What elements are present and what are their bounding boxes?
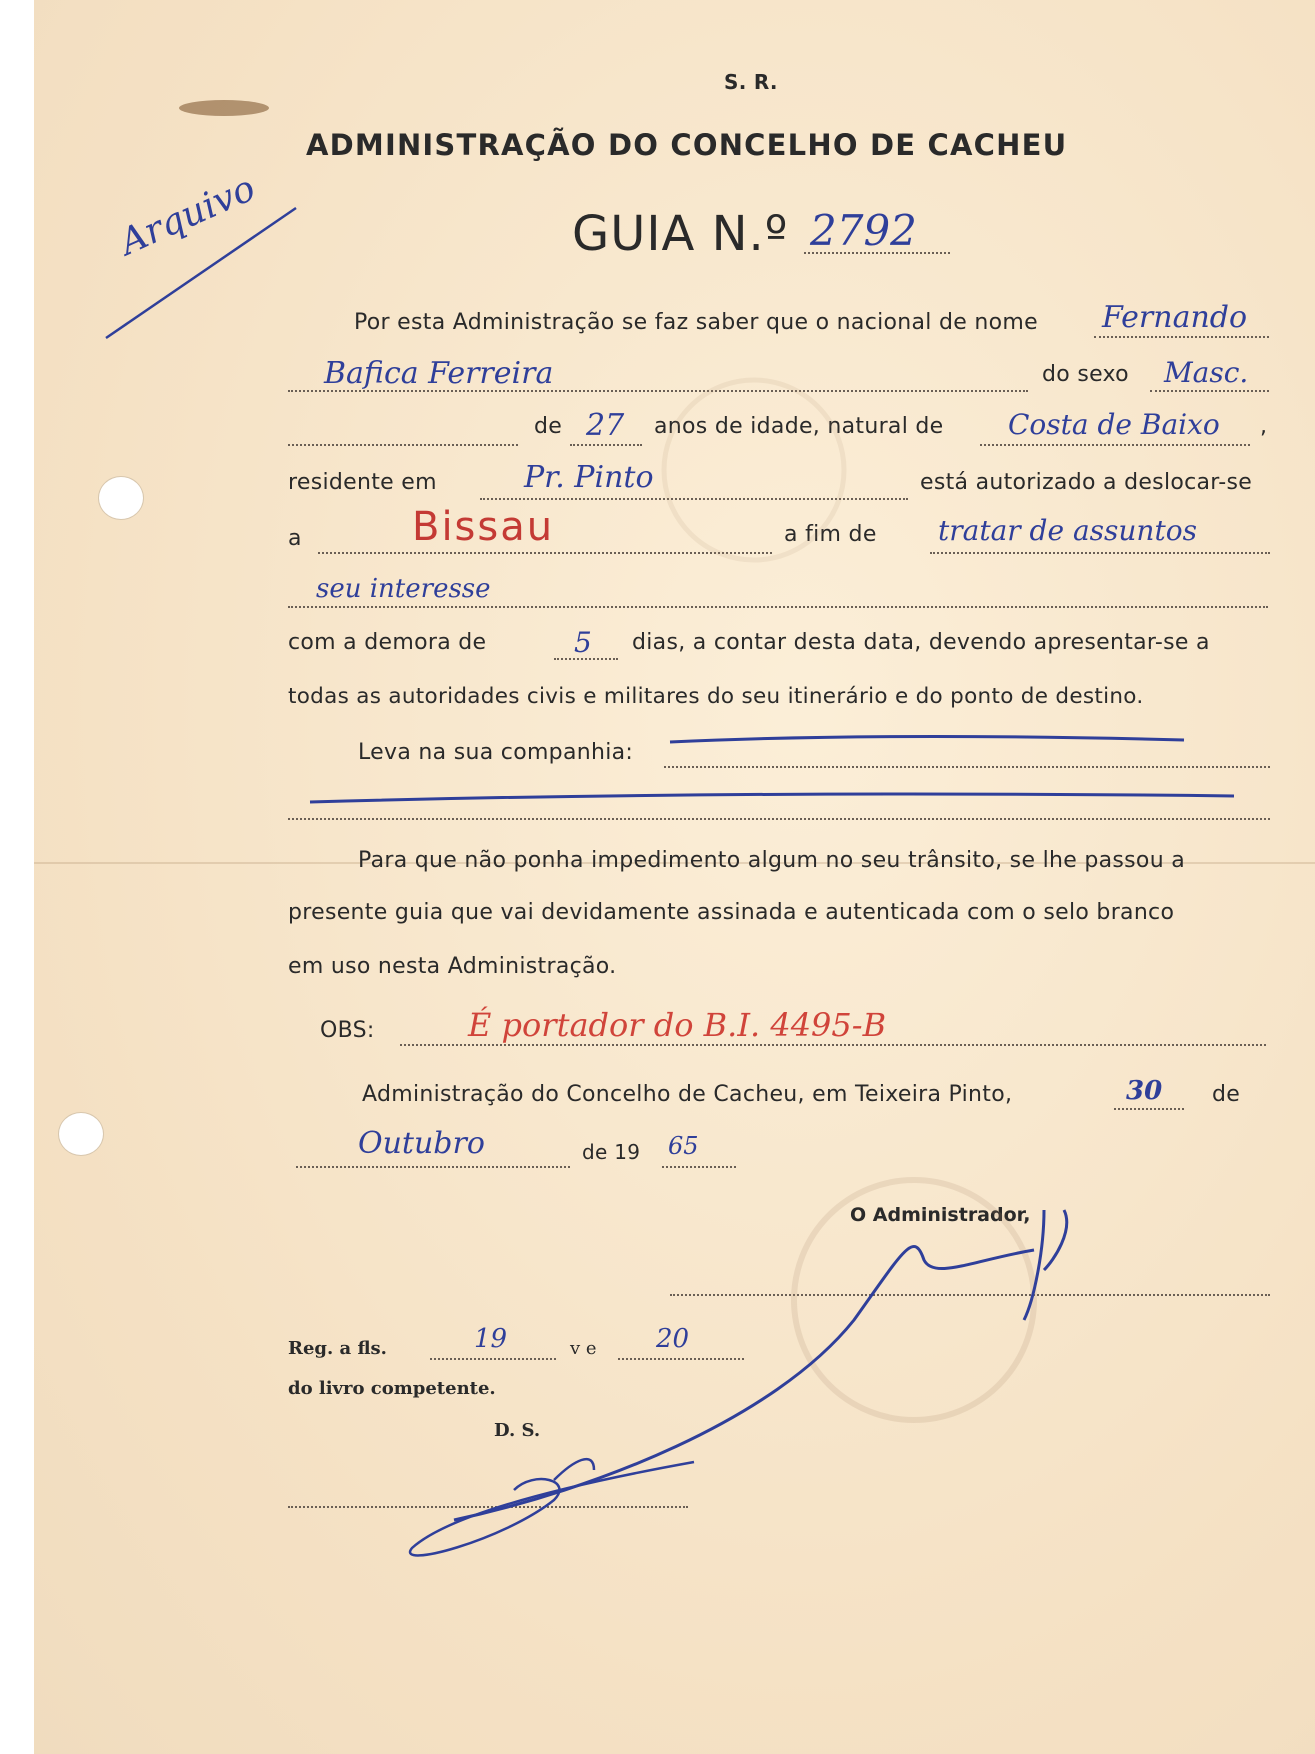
residence-value: Pr. Pinto: [524, 460, 654, 495]
date-de-1: de: [1212, 1082, 1241, 1107]
margin-note-arquivo: Arquivo: [114, 167, 262, 264]
destination-value: Bissau: [412, 504, 555, 550]
purpose-value-2: seu interesse: [316, 574, 491, 604]
birthplace-value: Costa de Baixo: [1008, 408, 1220, 441]
age-value: 27: [586, 408, 625, 443]
registry-ve: v e: [570, 1338, 597, 1359]
administrator-title: O Administrador,: [850, 1204, 1031, 1226]
purpose-label: a fim de: [784, 522, 877, 547]
sex-value: Masc.: [1164, 356, 1249, 389]
folio2-value: 20: [656, 1324, 690, 1354]
registry-book: do livro competente.: [288, 1378, 496, 1399]
month-value: Outubro: [358, 1126, 485, 1161]
guia-label: GUIA N.º: [572, 206, 789, 262]
folio-value: 19: [474, 1324, 508, 1354]
paragraph-line-2: presente guia que vai devidamente assinada e autenticada com o selo branco: [288, 900, 1175, 925]
ds-signature: [410, 1459, 694, 1555]
obs-label: OBS:: [320, 1018, 375, 1043]
age-suffix: anos de idade, natural de: [654, 414, 944, 439]
age-prefix: de: [534, 414, 563, 439]
header-sr: S. R.: [724, 70, 778, 94]
paper-stain: [179, 100, 269, 116]
margin-note-stroke: [106, 208, 296, 338]
name-first-value: Fernando: [1102, 300, 1248, 335]
paragraph-line-3: em uso nesta Administração.: [288, 954, 617, 979]
intro-text: Por esta Administração se faz saber que o nacional de nome: [354, 310, 1038, 335]
obs-value: É portador do B.I. 4495-B: [468, 1006, 887, 1044]
year-prefix: de 19: [582, 1140, 641, 1164]
document-page: [34, 0, 1315, 1754]
paragraph-line-1: Para que não ponha impedimento algum no seu trânsito, se lhe passou a: [358, 848, 1186, 873]
embossed-seal: [794, 1180, 1034, 1420]
stay-prefix: com a demora de: [288, 630, 487, 655]
name-rest-value: Bafica Ferreira: [324, 356, 554, 391]
guia-number: 2792: [810, 206, 917, 255]
companion-label: Leva na sua companhia:: [358, 740, 634, 765]
header-administration: ADMINISTRAÇÃO DO CONCELHO DE CACHEU: [306, 128, 1068, 162]
sex-label: do sexo: [1042, 362, 1129, 387]
stay-days: 5: [574, 626, 592, 659]
destination-prefix: a: [288, 526, 302, 551]
residence-label: residente em: [288, 470, 437, 495]
companion-dash-2: [310, 794, 1234, 802]
registry-ds: D. S.: [494, 1420, 541, 1441]
year-suffix: 65: [668, 1132, 699, 1160]
administrator-signature: [454, 1210, 1067, 1520]
purpose-value-1: tratar de assuntos: [938, 514, 1197, 547]
ink-strokes: [34, 0, 1315, 1754]
day-value: 30: [1126, 1076, 1163, 1106]
companion-dash-1: [670, 736, 1184, 742]
authorized-text: está autorizado a deslocar-se: [920, 470, 1253, 495]
place-line: Administração do Concelho de Cacheu, em Teixeira Pinto,: [362, 1082, 1013, 1107]
registry-label: Reg. a fls.: [288, 1338, 387, 1359]
authorities-text: todas as autoridades civis e militares do seu itinerário e do ponto de destino.: [288, 684, 1144, 709]
birthplace-comma: ,: [1260, 414, 1268, 439]
stay-suffix: dias, a contar desta data, devendo apresentar-se a: [632, 630, 1210, 655]
